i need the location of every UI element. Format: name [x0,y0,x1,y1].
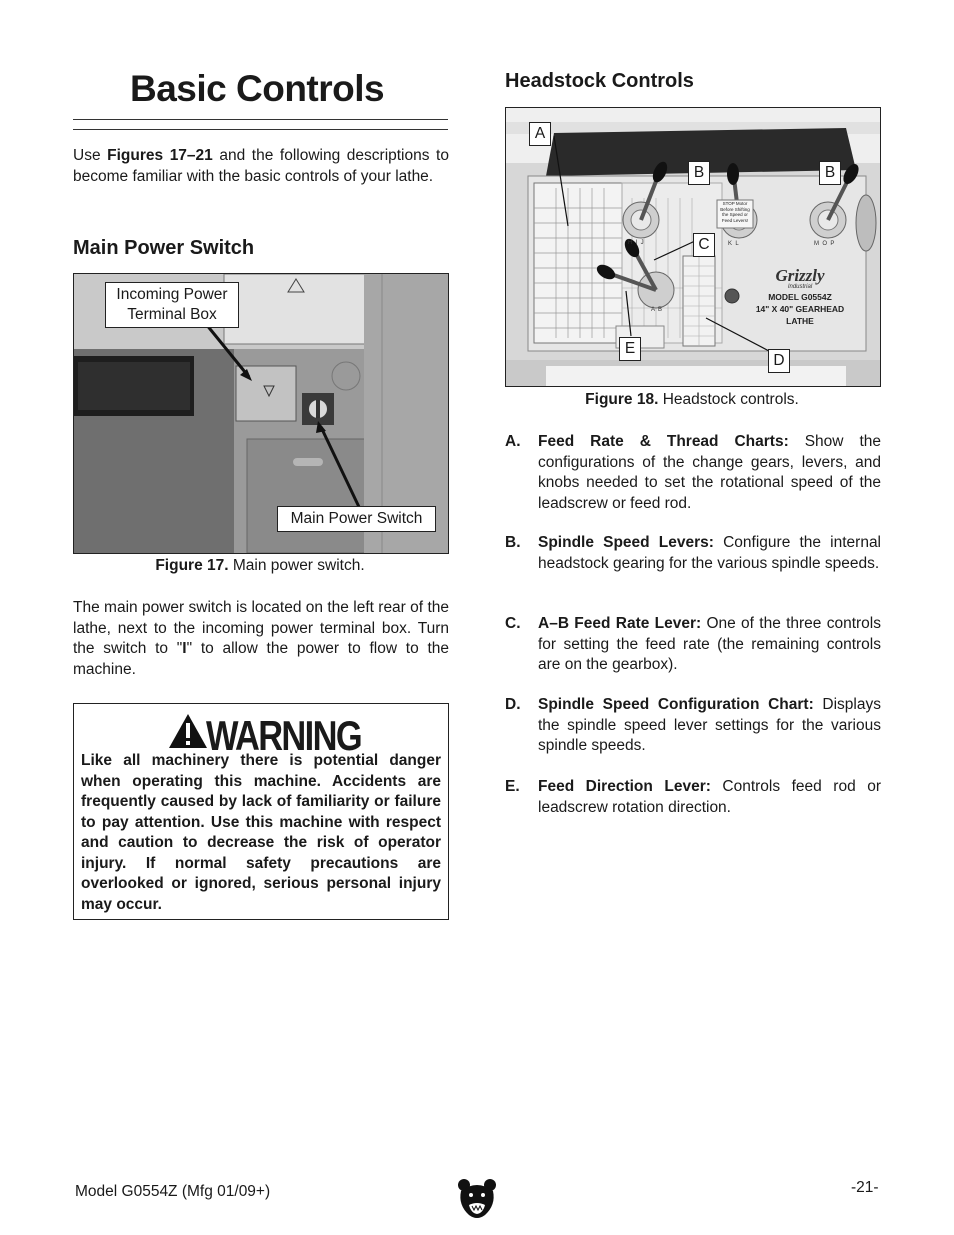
photo-type: LATHE [786,316,814,326]
photo-lever-letters-ab: A B [651,307,663,313]
list-item-a: A. Feed Rate & Thread Charts: Show the configurations of the change gears, levers, and knobs needed to set the rotational speed of the leadscrew or feed rod. [505,433,881,512]
grizzly-bear-logo-icon [457,1177,497,1221]
warning-text: Like all machinery there is potential danger when operating this machine. Accidents are frequently caused by lack of familiarity or failure to pay attention. Use this machine with respect and caution to decrease the risk of operator injury. If normal safety precautions are overlooked or ignored, serious personal injury may occur. [81,752,441,913]
photo-stop-note: STOP Motor Before Shifting the Speed or Feed Levers! [720,201,750,223]
photo-lever-letters-1: H I J [628,240,644,246]
main-power-heading: Main Power Switch [73,237,255,259]
page-title: Basic Controls [130,68,385,109]
warning-title: WARNING [206,712,361,759]
photo-model: MODEL G0554Z [768,292,832,302]
main-power-paragraph: The main power switch is located on the left rear of the lathe, next to the incoming power terminal box. Turn the switch to "I" to allow the power to flow to the machine. [73,599,449,678]
label-c: C [693,233,715,257]
label-b-2: B [819,161,841,185]
figure-18-caption: Figure 18. Headstock controls. [585,391,799,408]
photo-brand-sub: Industrial [787,284,813,290]
list-item-b: B. Spindle Speed Levers: Configure the internal headstock gearing for the various spindle speeds. [505,534,882,572]
title-rule-bottom [73,129,448,130]
list-item-c: C. A–B Feed Rate Lever: One of the three controls for setting the feed rate (the remaining controls are on the gearbox). [505,615,881,673]
figure-17-caption: Figure 17. Main power switch. [155,557,365,574]
photo-size: 14" X 40" GEARHEAD [755,304,845,314]
photo-lever-letters-2: K L [728,241,739,247]
label-d: D [768,349,790,373]
list-item-e: E. Feed Direction Lever: Controls feed rod or leadscrew rotation direction. [505,778,881,816]
photo-brand: Grizzly [775,266,825,285]
intro-paragraph: Use Figures 17–21 and the following descriptions to become familiar with the basic controls of your lathe. [73,147,449,185]
photo-lever-letters-3: M O P [814,241,835,247]
title-rule-top [73,119,448,120]
figure-18-headstock-controls [505,107,881,387]
label-a: A [529,122,551,146]
figure-17-main-power-switch [73,273,449,554]
warning-triangle-icon [168,713,208,749]
footer-model: Model G0554Z (Mfg 01/09+) [75,1183,271,1200]
warning-box [73,703,449,920]
label-b-1: B [688,161,710,185]
label-e: E [619,337,641,361]
footer-page-number: -21- [851,1179,879,1196]
headstock-heading: Headstock Controls [505,70,694,92]
list-item-d: D. Spindle Speed Configuration Chart: Displays the spindle speed lever settings for the various spindle speeds. [505,696,881,754]
photo-model-plate [744,268,856,327]
callout-main-power-switch: Main Power Switch [277,506,436,532]
callout-incoming-power-terminal-box: Incoming Power Terminal Box [105,282,239,328]
